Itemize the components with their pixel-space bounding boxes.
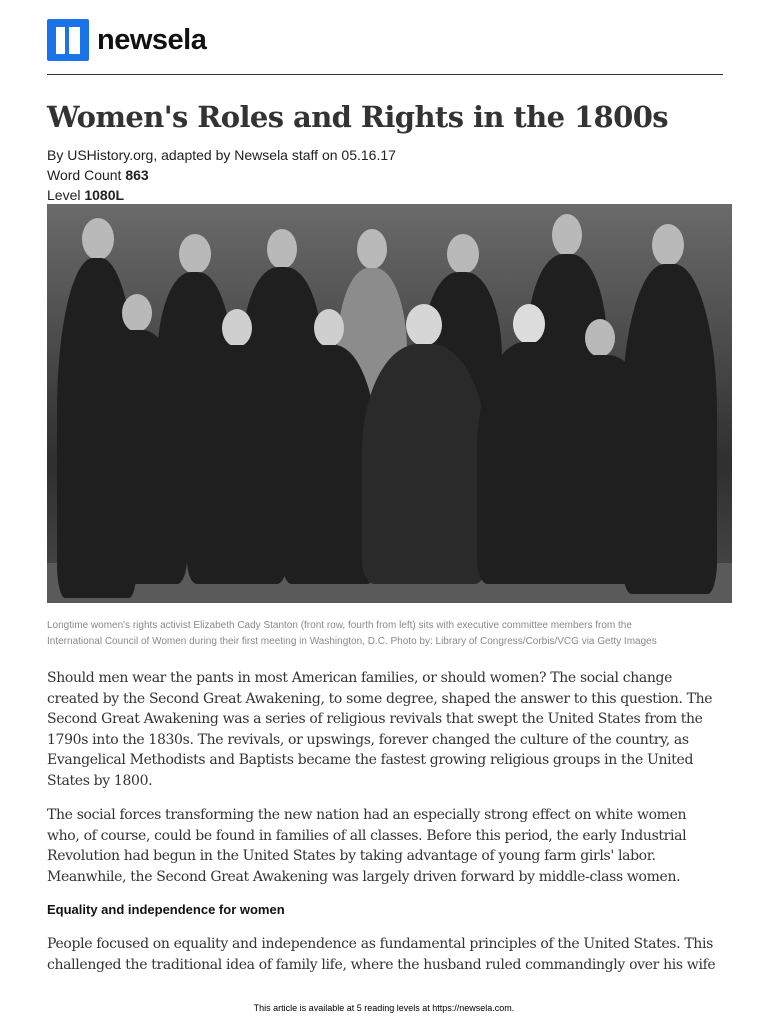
newsela-logo-icon[interactable] <box>47 19 89 61</box>
paragraph-1: Should men wear the pants in most American families, or should women? The social change created by the Second Great Awakening, to some degree, shaped the answer to this question. The Second Great Awakening was a series of religious revivals that swept the United States from the 1790s into the 1830s. The revivals, or upswings, forever changed the culture of the country, as Evangelical Methodists and Baptists became the fastest growing religious groups in the United States by 1800. <box>47 670 713 789</box>
brand-name[interactable]: newsela <box>97 23 207 56</box>
caption-line: Longtime women's rights activist Elizabeth Cady Stanton (front row, fourth from left) sits with executive committee members from the <box>47 620 632 631</box>
photo-caption <box>47 618 727 650</box>
page-footer: This article is available at 5 reading levels at https://newsela.com. <box>253 1003 515 1013</box>
word-count <box>47 165 396 185</box>
caption-line: International Council of Women during their first meeting in Washington, D.C. Photo by: Library of Congress/Corbis/VCG via Getty Images <box>47 636 657 647</box>
article-title: Women's Roles and Rights in the 1800s <box>47 100 669 134</box>
header-divider <box>47 74 723 75</box>
article-photo <box>47 204 732 603</box>
section-subheading: Equality and independence for women <box>47 902 285 917</box>
article-meta <box>47 145 396 205</box>
paragraph-3: People focused on equality and independence as fundamental principles of the United States. This challenged the traditional idea of family life, where the husband ruled commandingly over his wife <box>47 936 716 973</box>
reading-level-label: Level <box>47 187 81 203</box>
word-count-label: Word Count <box>47 167 122 183</box>
reading-level-value: 1080L <box>84 187 125 203</box>
reading-level <box>47 185 396 205</box>
word-count-value: 863 <box>125 167 149 183</box>
site-header <box>47 19 206 61</box>
byline: By USHistory.org, adapted by Newsela staff on 05.16.17 <box>47 147 396 163</box>
paragraph-2: The social forces transforming the new nation had an especially strong effect on white women who, of course, could be found in families of all classes. Before this period, the early Industrial Revolution had begun in the United States by taking advantage of young farm girls' labor. Meanwhile, the Second Great Awakening was largely driven forward by middle-class women. <box>47 807 687 885</box>
